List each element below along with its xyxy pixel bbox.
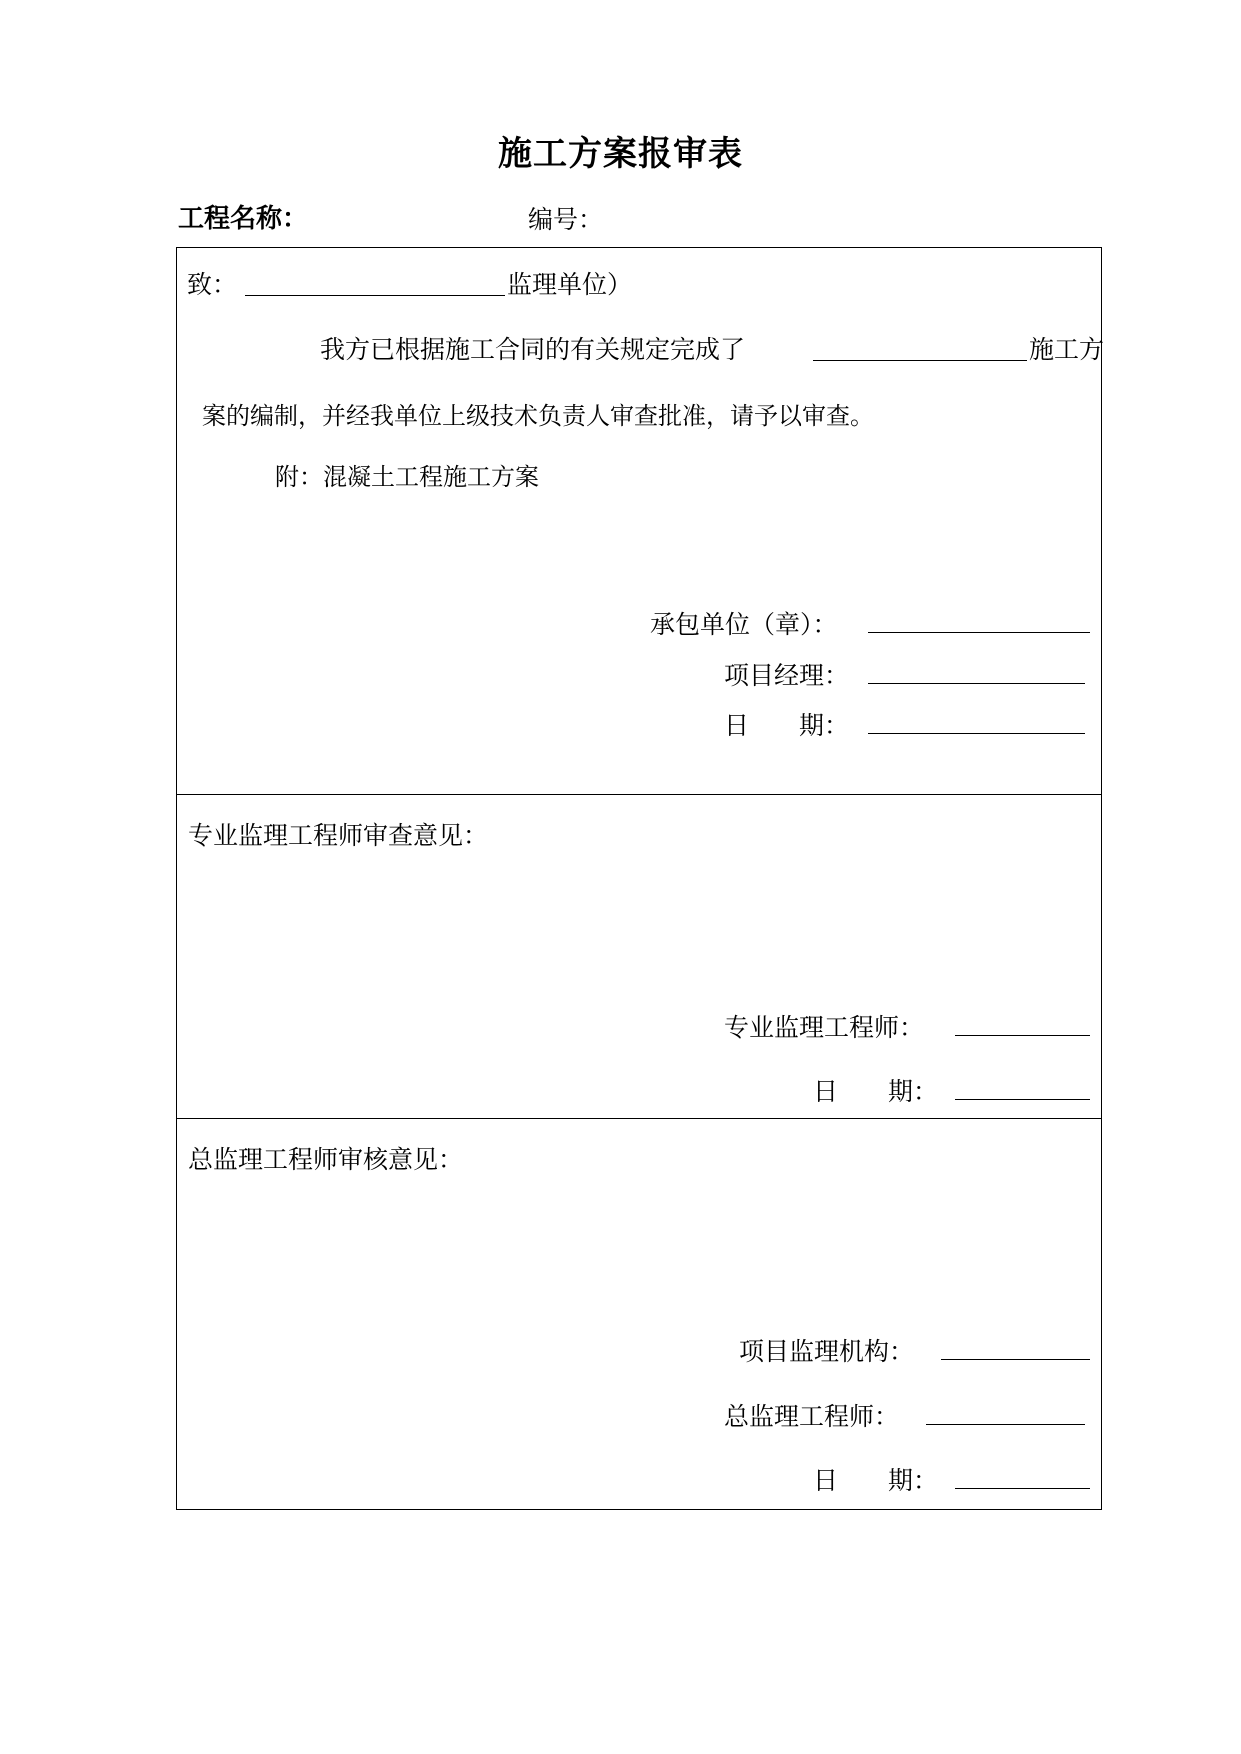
date-label-2: 日 期： <box>813 1077 939 1106</box>
specialist-engineer-label: 专业监理工程师： <box>724 1013 925 1042</box>
body-line2: 案的编制，并经我单位上级技术负责人审查批准，请予以审查。 <box>202 402 874 430</box>
supervisor-unit-suffix: 监理单位） <box>507 270 633 299</box>
chief-review-heading: 总监理工程师审核意见： <box>188 1145 464 1174</box>
project-manager-field[interactable] <box>868 683 1085 684</box>
date-field-1[interactable] <box>868 733 1085 734</box>
date-field-2[interactable] <box>955 1099 1090 1100</box>
number-label: 编号： <box>528 205 604 234</box>
attachment-text: 附：混凝土工程施工方案 <box>275 463 539 491</box>
specialist-engineer-field[interactable] <box>955 1035 1090 1036</box>
chief-engineer-label: 总监理工程师： <box>724 1402 900 1431</box>
approval-form-table <box>176 247 1105 1510</box>
date-label-1: 日 期： <box>724 711 850 740</box>
specialist-review-heading: 专业监理工程师审查意见： <box>188 821 489 850</box>
body-line1-prefix: 我方已根据施工合同的有关规定完成了 <box>320 335 746 364</box>
supervision-org-field[interactable] <box>941 1359 1090 1360</box>
date-label-3: 日 期： <box>813 1466 939 1495</box>
section-divider-1 <box>176 794 1102 795</box>
chief-engineer-field[interactable] <box>926 1424 1085 1425</box>
body-line1-suffix: 施工方 <box>1029 335 1105 364</box>
contractor-field[interactable] <box>868 632 1090 633</box>
plan-name-field[interactable] <box>813 360 1027 361</box>
project-manager-label: 项目经理： <box>724 661 850 690</box>
to-label: 致： <box>187 270 238 299</box>
supervision-org-label: 项目监理机构： <box>739 1337 915 1366</box>
supervisor-unit-field[interactable] <box>245 295 505 296</box>
contractor-label: 承包单位（章）： <box>650 610 838 639</box>
project-name-label: 工程名称： <box>178 204 309 234</box>
section-divider-2 <box>176 1118 1102 1119</box>
form-title: 施工方案报审表 <box>498 134 743 174</box>
date-field-3[interactable] <box>955 1488 1090 1489</box>
